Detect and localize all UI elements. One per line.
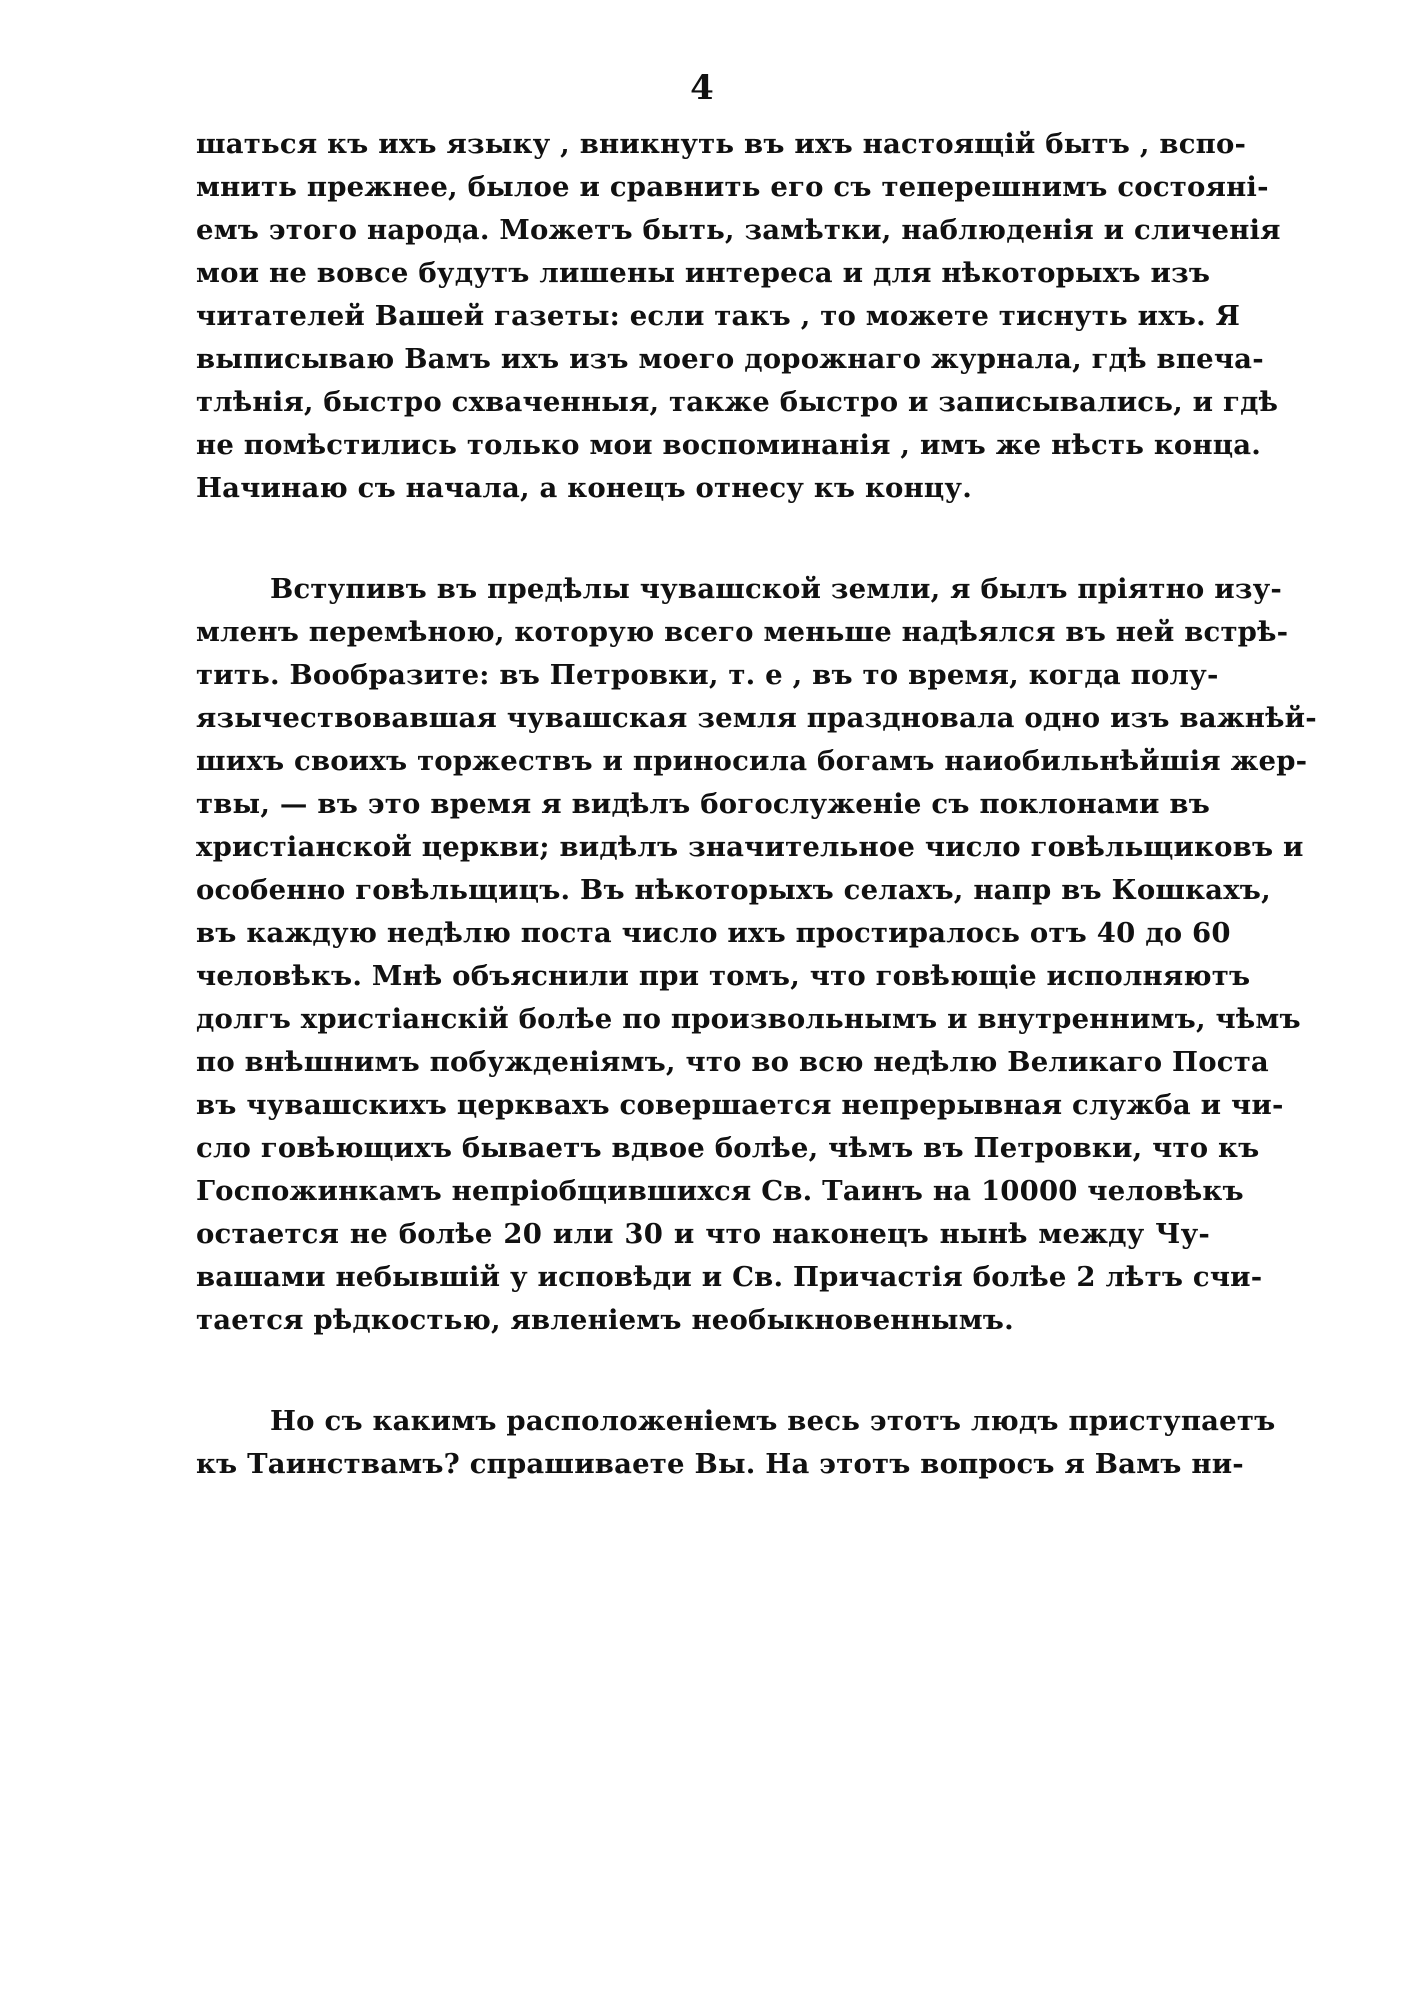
- text-line: язычествовавшая чувашская земля праздновала одно изъ важнѣй-: [196, 702, 1317, 734]
- text-line: по внѣшнимъ побужденіямъ, что во всю недѣлю Великаго Поста: [196, 1046, 1269, 1078]
- text-line: къ Таинствамъ? спрашиваете Вы. На этотъ вопросъ я Вамъ ни-: [196, 1448, 1244, 1480]
- text-line: сло говѣющихъ бываетъ вдвое болѣе, чѣмъ въ Петровки, что къ: [196, 1132, 1260, 1164]
- text-line: долгъ христіанскій болѣе по произвольнымъ и внутреннимъ, чѣмъ: [196, 1003, 1301, 1035]
- text-line: тлѣнія, быстро схваченныя, также быстро и записывались, и гдѣ: [196, 386, 1279, 418]
- text-line: твы, — въ это время я видѣлъ богослуженіе съ поклонами въ: [196, 788, 1210, 820]
- text-line: мнить прежнее, былое и сравнить его съ теперешнимъ состояні-: [196, 171, 1269, 203]
- text-line: человѣкъ. Мнѣ объяснили при томъ, что говѣющіе исполняютъ: [196, 960, 1251, 992]
- text-line: вашами небывшій у исповѣди и Св. Причастія болѣе 2 лѣтъ счи-: [196, 1261, 1263, 1293]
- text-line: христіанской церкви; видѣлъ значительное число говѣльщиковъ и: [196, 831, 1304, 863]
- text-line: емъ этого народа. Можетъ быть, замѣтки, наблюденія и сличенія: [196, 214, 1281, 246]
- page-number: 4: [690, 68, 714, 108]
- text-line: Госпожинкамъ непріобщившихся Св. Таинъ на 10000 человѣкъ: [196, 1175, 1244, 1207]
- text-line: тить. Вообразите: въ Петровки, т. е , въ то время, когда полу-: [196, 659, 1219, 691]
- text-line: Вступивъ въ предѣлы чувашской земли, я былъ пріятно изу-: [270, 573, 1282, 605]
- text-line: мои не вовсе будутъ лишены интереса и для нѣкоторыхъ изъ: [196, 257, 1211, 289]
- text-line: читателей Вашей газеты: если такъ , то можете тиснуть ихъ. Я: [196, 300, 1241, 332]
- text-line: въ каждую недѣлю поста число ихъ простиралось отъ 40 до 60: [196, 917, 1231, 949]
- text-line: выписываю Вамъ ихъ изъ моего дорожнаго журнала, гдѣ впеча-: [196, 343, 1264, 375]
- text-line: особенно говѣльщицъ. Въ нѣкоторыхъ селахъ, напр въ Кошкахъ,: [196, 874, 1271, 906]
- text-line: остается не болѣе 20 или 30 и что наконецъ нынѣ между Чу-: [196, 1218, 1210, 1250]
- text-line: Начинаю съ начала, а конецъ отнесу къ концу.: [196, 472, 972, 504]
- text-line: тается рѣдкостью, явленіемъ необыкновеннымъ.: [196, 1304, 1014, 1336]
- text-line: не помѣстились только мои воспоминанія , имъ же нѣсть конца.: [196, 429, 1262, 461]
- text-line: мленъ перемѣною, которую всего меньше надѣялся въ ней встрѣ-: [196, 616, 1289, 648]
- text-line: шаться къ ихъ языку , вникнуть въ ихъ настоящій бытъ , вспо-: [196, 128, 1247, 160]
- text-line: шихъ своихъ торжествъ и приносила богамъ наиобильнѣйшія жер-: [196, 745, 1308, 777]
- text-line: Но съ какимъ расположеніемъ весь этотъ людъ приступаетъ: [270, 1405, 1276, 1437]
- text-line: въ чувашскихъ церквахъ совершается непрерывная служба и чи-: [196, 1089, 1284, 1121]
